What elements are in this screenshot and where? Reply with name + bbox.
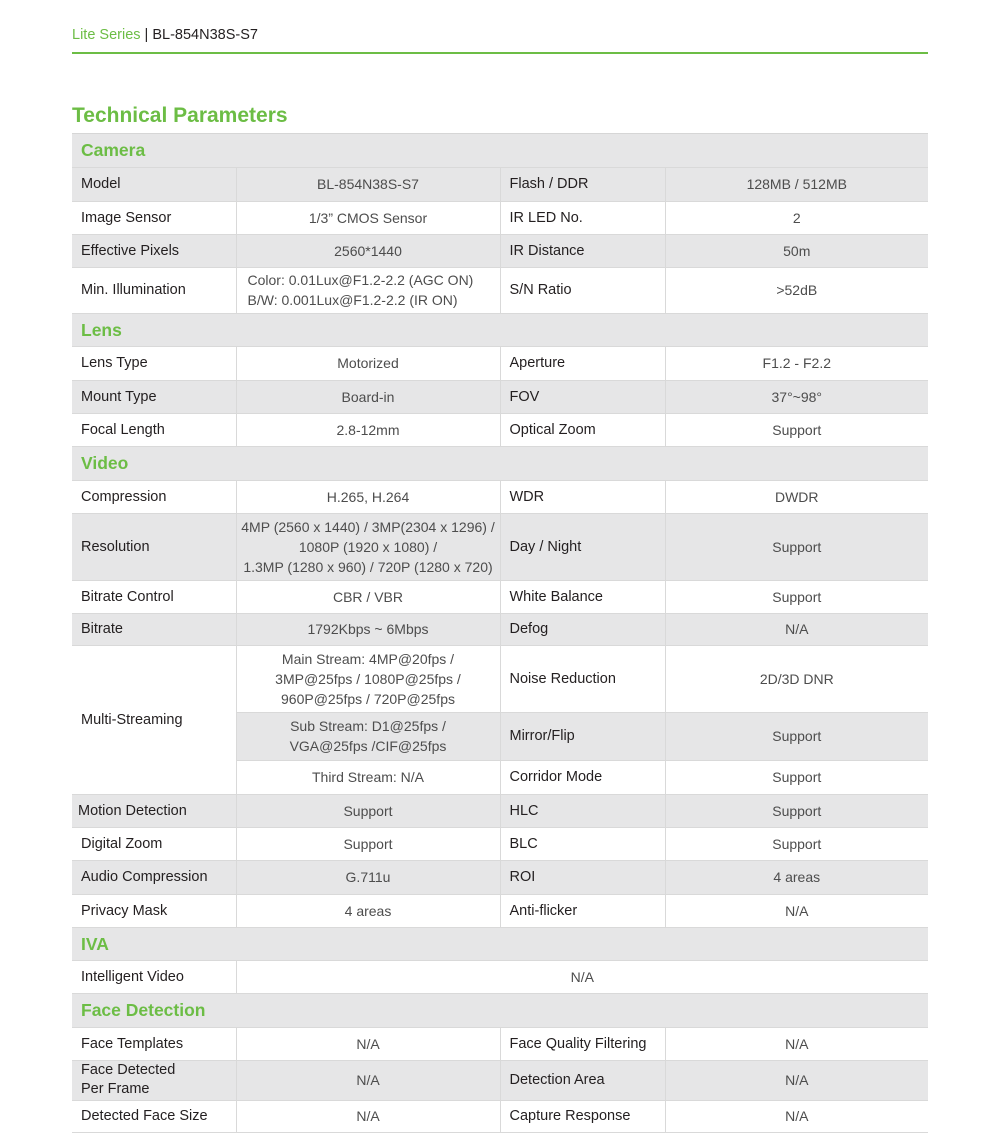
spec-label: Multi-Streaming	[72, 645, 236, 794]
spec-row	[72, 234, 928, 267]
spec-label: Digital Zoom	[72, 827, 236, 860]
spec-label: Compression	[72, 480, 236, 513]
spec-value: >52dB	[665, 267, 928, 313]
spec-value: N/A	[665, 1100, 928, 1132]
spec-value: N/A	[236, 960, 928, 993]
spec-label: S/N Ratio	[500, 267, 665, 313]
spec-value: 2	[665, 201, 928, 234]
spec-value: Motorized	[236, 346, 500, 380]
spec-value: Support	[236, 794, 500, 827]
spec-label: Focal Length	[72, 413, 236, 446]
spec-value: Main Stream: 4MP@20fps / 3MP@25fps / 1080P@25fps / 960P@25fps / 720P@25fps	[236, 645, 500, 712]
header-divider	[72, 52, 928, 54]
spec-label: FOV	[500, 380, 665, 413]
spec-row	[72, 267, 928, 313]
spec-row	[72, 380, 928, 413]
spec-label: Face Detected Per Frame	[72, 1060, 236, 1100]
spec-value: CBR / VBR	[236, 580, 500, 613]
spec-label: Intelligent Video	[72, 960, 236, 993]
section-lens	[72, 313, 928, 346]
spec-row	[72, 346, 928, 380]
series-name: Lite Series	[72, 27, 141, 43]
spec-value: 4MP (2560 x 1440) / 3MP(2304 x 1296) / 1080P (1920 x 1080) / 1.3MP (1280 x 960) / 720P (1280 x 720)	[236, 513, 500, 580]
spec-value: DWDR	[665, 480, 928, 513]
spec-value: 4 areas	[665, 860, 928, 894]
spec-value: Sub Stream: D1@25fps / VGA@25fps /CIF@25fps	[236, 712, 500, 760]
spec-value: Board-in	[236, 380, 500, 413]
spec-value: Support	[665, 580, 928, 613]
page-header	[72, 27, 258, 43]
spec-row	[72, 894, 928, 927]
spec-label: Mirror/Flip	[500, 712, 665, 760]
spec-label: IR Distance	[500, 234, 665, 267]
spec-row	[72, 613, 928, 645]
spec-label: Noise Reduction	[500, 645, 665, 712]
spec-label: Resolution	[72, 513, 236, 580]
spec-value: BL-854N38S-S7	[236, 167, 500, 201]
spec-row	[72, 413, 928, 446]
spec-value: 37°~98°	[665, 380, 928, 413]
spec-value: F1.2 - F2.2	[665, 346, 928, 380]
spec-row	[72, 1100, 928, 1132]
spec-label: Model	[72, 167, 236, 201]
spec-value: N/A	[236, 1027, 500, 1060]
section-face-detection	[72, 993, 928, 1027]
section-camera	[72, 134, 928, 167]
spec-label: Anti-flicker	[500, 894, 665, 927]
spec-label: Face Quality Filtering	[500, 1027, 665, 1060]
spec-row	[72, 1060, 928, 1100]
spec-label: Face Templates	[72, 1027, 236, 1060]
spec-label: Mount Type	[72, 380, 236, 413]
spec-value: H.265, H.264	[236, 480, 500, 513]
header-model: BL-854N38S-S7	[152, 27, 258, 43]
spec-value: N/A	[236, 1100, 500, 1132]
spec-label: Flash / DDR	[500, 167, 665, 201]
spec-label: Audio Compression	[72, 860, 236, 894]
section-title: Face Detection	[72, 993, 928, 1027]
spec-label: Privacy Mask	[72, 894, 236, 927]
spec-label: BLC	[500, 827, 665, 860]
spec-value: Support	[665, 712, 928, 760]
spec-label: Optical Zoom	[500, 413, 665, 446]
spec-value: N/A	[665, 1060, 928, 1100]
spec-label: Lens Type	[72, 346, 236, 380]
spec-row	[72, 794, 928, 827]
spec-label: IR LED No.	[500, 201, 665, 234]
spec-row	[72, 580, 928, 613]
spec-value: Support	[665, 760, 928, 794]
spec-label: White Balance	[500, 580, 665, 613]
spec-label: HLC	[500, 794, 665, 827]
spec-label: Bitrate	[72, 613, 236, 645]
spec-row	[72, 645, 928, 712]
section-title: Video	[72, 446, 928, 480]
spec-label: Motion Detection	[72, 794, 236, 827]
spec-label: Bitrate Control	[72, 580, 236, 613]
spec-value: 1792Kbps ~ 6Mbps	[236, 613, 500, 645]
spec-value: Color: 0.01Lux@F1.2-2.2 (AGC ON) B/W: 0.001Lux@F1.2-2.2 (IR ON)	[236, 267, 500, 313]
spec-label: Capture Response	[500, 1100, 665, 1132]
spec-value: Support	[665, 413, 928, 446]
spec-row	[72, 167, 928, 201]
section-video	[72, 446, 928, 480]
spec-label: Image Sensor	[72, 201, 236, 234]
spec-value: Support	[236, 827, 500, 860]
spec-value: 50m	[665, 234, 928, 267]
spec-row	[72, 201, 928, 234]
spec-value: 2560*1440	[236, 234, 500, 267]
spec-value: N/A	[236, 1060, 500, 1100]
spec-row	[72, 827, 928, 860]
section-title: IVA	[72, 927, 928, 960]
spec-label: ROI	[500, 860, 665, 894]
page-title: Technical Parameters	[72, 104, 288, 127]
spec-label: Detection Area	[500, 1060, 665, 1100]
spec-row	[72, 960, 928, 993]
header-separator: |	[144, 27, 149, 43]
spec-label: Aperture	[500, 346, 665, 380]
spec-value: 1/3” CMOS Sensor	[236, 201, 500, 234]
spec-label: Defog	[500, 613, 665, 645]
spec-value: N/A	[665, 894, 928, 927]
section-title: Camera	[72, 134, 928, 167]
spec-value: G.711u	[236, 860, 500, 894]
spec-value: 2.8-12mm	[236, 413, 500, 446]
spec-label: Effective Pixels	[72, 234, 236, 267]
spec-value: Support	[665, 794, 928, 827]
spec-row	[72, 860, 928, 894]
spec-value: Support	[665, 513, 928, 580]
section-iva	[72, 927, 928, 960]
spec-row	[72, 1027, 928, 1060]
spec-label: Day / Night	[500, 513, 665, 580]
spec-label: Corridor Mode	[500, 760, 665, 794]
spec-label: Min. Illumination	[72, 267, 236, 313]
spec-value: N/A	[665, 1027, 928, 1060]
spec-label: Detected Face Size	[72, 1100, 236, 1132]
spec-value: 128MB / 512MB	[665, 167, 928, 201]
spec-value: Third Stream: N/A	[236, 760, 500, 794]
spec-value: N/A	[665, 613, 928, 645]
spec-value: 4 areas	[236, 894, 500, 927]
spec-value: Support	[665, 827, 928, 860]
spec-label: WDR	[500, 480, 665, 513]
spec-value: 2D/3D DNR	[665, 645, 928, 712]
spec-table	[72, 134, 928, 1133]
spec-row	[72, 480, 928, 513]
section-title: Lens	[72, 313, 928, 346]
spec-row	[72, 513, 928, 580]
